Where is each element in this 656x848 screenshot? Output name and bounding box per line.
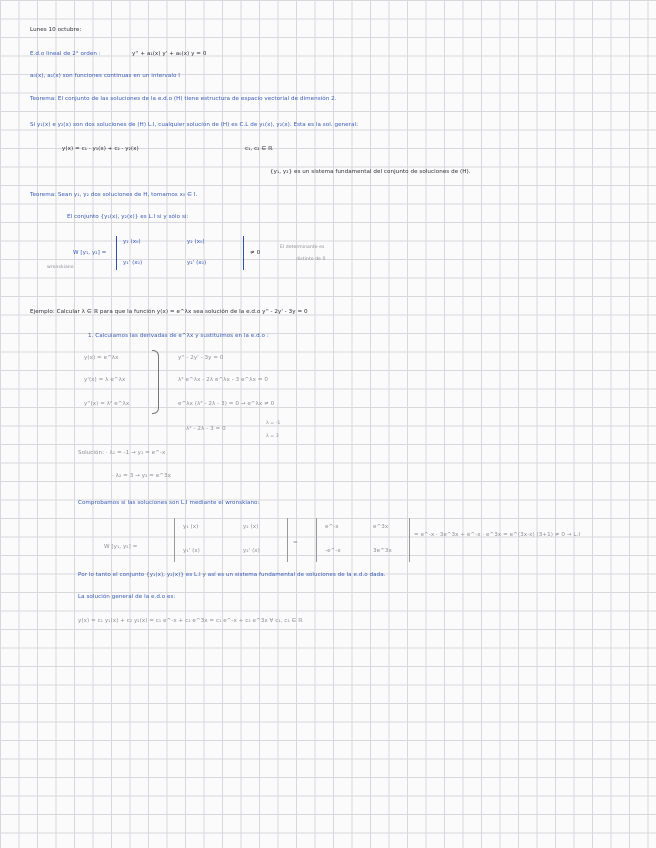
wronskian-determinant bbox=[116, 236, 244, 270]
example-step-1: 1. Calculamos las derivadas de e^λx y sustituimos en la e.d.o : bbox=[88, 333, 269, 339]
wronskian-note-line1: El determinante es bbox=[280, 245, 325, 250]
w-cell-y1: y₁ (x₀) bbox=[123, 239, 141, 245]
characteristic-equation: λ² - 2λ - 3 = 0 bbox=[186, 426, 226, 432]
coefficients-note: a₀(x), a₁(x) son funciones continuas en un intervalo I bbox=[30, 73, 180, 79]
ex-w-sym-y2-prime: y₂' (x) bbox=[243, 548, 260, 554]
ex-w-sym-y1: y₁ (x) bbox=[183, 524, 199, 530]
derivatives-brace bbox=[152, 350, 159, 414]
example-wronskian-lhs: W [y₁, y₂] = bbox=[104, 544, 138, 550]
edo-definition-equation: y'' + a₁(x) y' + a₀(x) y = 0 bbox=[132, 51, 207, 57]
conclusion: Por lo tanto el conjunto {y₁(x), y₂(x)} es L.I y así es un sistema fundamental de soluciones de la e.d.o dada. bbox=[78, 572, 386, 578]
example-wronskian-numeric bbox=[316, 518, 410, 562]
ex-w-sym-y1-prime: y₁' (x) bbox=[183, 548, 200, 554]
ex-w-num-12: e^3x bbox=[373, 524, 389, 530]
root-1: λ = -1 bbox=[266, 421, 281, 426]
example-wronskian-symbolic bbox=[174, 518, 288, 562]
wronskian-label: wronskiano bbox=[47, 265, 74, 270]
root-2: λ = 3 bbox=[266, 434, 279, 439]
ex-w-sym-y2: y₂ (x) bbox=[243, 524, 259, 530]
general-solution-formula: y(x) = c₁ · y₁(x) + c₂ · y₂(x) bbox=[62, 146, 139, 152]
general-solution-intro: Si y₁(x) e y₂(x) son dos soluciones de (H) L.I, cualquier solución de (H) es C.L de y₁(x), y₂(x). Esta es la sol. general: bbox=[30, 122, 359, 128]
theorem-1: Teorema: El conjunto de las soluciones de la e.d.o (H) tiene estructura de espacio vectorial de dimensión 2. bbox=[30, 96, 337, 102]
derivative-y: y(x) = e^λx bbox=[84, 355, 119, 361]
wronskian-result: = e^-x · 3e^3x + e^-x · e^3x = e^(3x-x) (3+1) ≠ 0 → L.I bbox=[414, 532, 581, 538]
wronskian-nonzero: ≠ 0 bbox=[250, 250, 261, 256]
wronskian-equals: = bbox=[293, 540, 298, 546]
example-statement: Ejemplo: Calcular λ ∈ ℝ para que la función y(x) = e^λx sea solución de la e.d.o y'' - 2y' - 3y = 0 bbox=[30, 309, 308, 315]
edo-definition-label: E.d.o lineal de 2° orden : bbox=[30, 51, 101, 57]
li-check-statement: Comprobamos si las soluciones son L.I mediante el wronskiano: bbox=[78, 500, 260, 506]
substitution-line-2: λ² e^λx - 2λ e^λx - 3 e^λx = 0 bbox=[178, 377, 269, 383]
solution-1: Solución: · λ₁ = -1 → y₁ = e^-x bbox=[78, 450, 166, 456]
fundamental-set-statement: {y₁, y₂} es un sistema fundamental del conjunto de soluciones de (H). bbox=[270, 169, 471, 175]
w-cell-y2-prime: y₂' (x₀) bbox=[187, 260, 207, 266]
w-cell-y2: y₂ (x₀) bbox=[187, 239, 205, 245]
page-title: Lunes 10 octubre: bbox=[30, 27, 82, 33]
theorem-2: Teorema: Sean y₁, y₂ dos soluciones de H, tomamos x₀ ∈ I. bbox=[30, 192, 198, 198]
ex-w-num-21: -e^-x bbox=[325, 548, 341, 554]
solution-2: · λ₂ = 3 → y₂ = e^3x bbox=[112, 473, 171, 479]
constants-domain: c₁, c₂ ∈ ℝ bbox=[245, 146, 273, 152]
substitution-line-3: e^λx (λ² - 2λ - 3) = 0 → e^λx ≠ 0 bbox=[178, 401, 275, 407]
wronskian-lhs: W [y₁, y₂] = bbox=[73, 250, 107, 256]
li-condition: El conjunto {y₁(x), y₂(x)} es L.I si y sólo si: bbox=[67, 214, 189, 220]
general-solution-label: La solución general de la e.d.o es: bbox=[78, 594, 176, 600]
derivative-y-prime: y'(x) = λ e^λx bbox=[84, 377, 126, 383]
derivative-y-second: y''(x) = λ² e^λx bbox=[84, 401, 130, 407]
wronskian-note-line2: distinto de 0 bbox=[296, 257, 326, 262]
ex-w-num-11: e^-x bbox=[325, 524, 339, 530]
general-solution-equation: y(x) = c₁ y₁(x) + c₂ y₂(x) = c₁ e^-x + c₂ e^3x = c₁ e^-x + c₂ e^3x ∀ c₁, c₂ ∈ ℝ bbox=[78, 618, 303, 624]
w-cell-y1-prime: y₁' (x₀) bbox=[123, 260, 143, 266]
substitution-line-1: y'' - 2y' - 3y = 0 bbox=[178, 355, 224, 361]
ex-w-num-22: 3e^3x bbox=[373, 548, 392, 554]
